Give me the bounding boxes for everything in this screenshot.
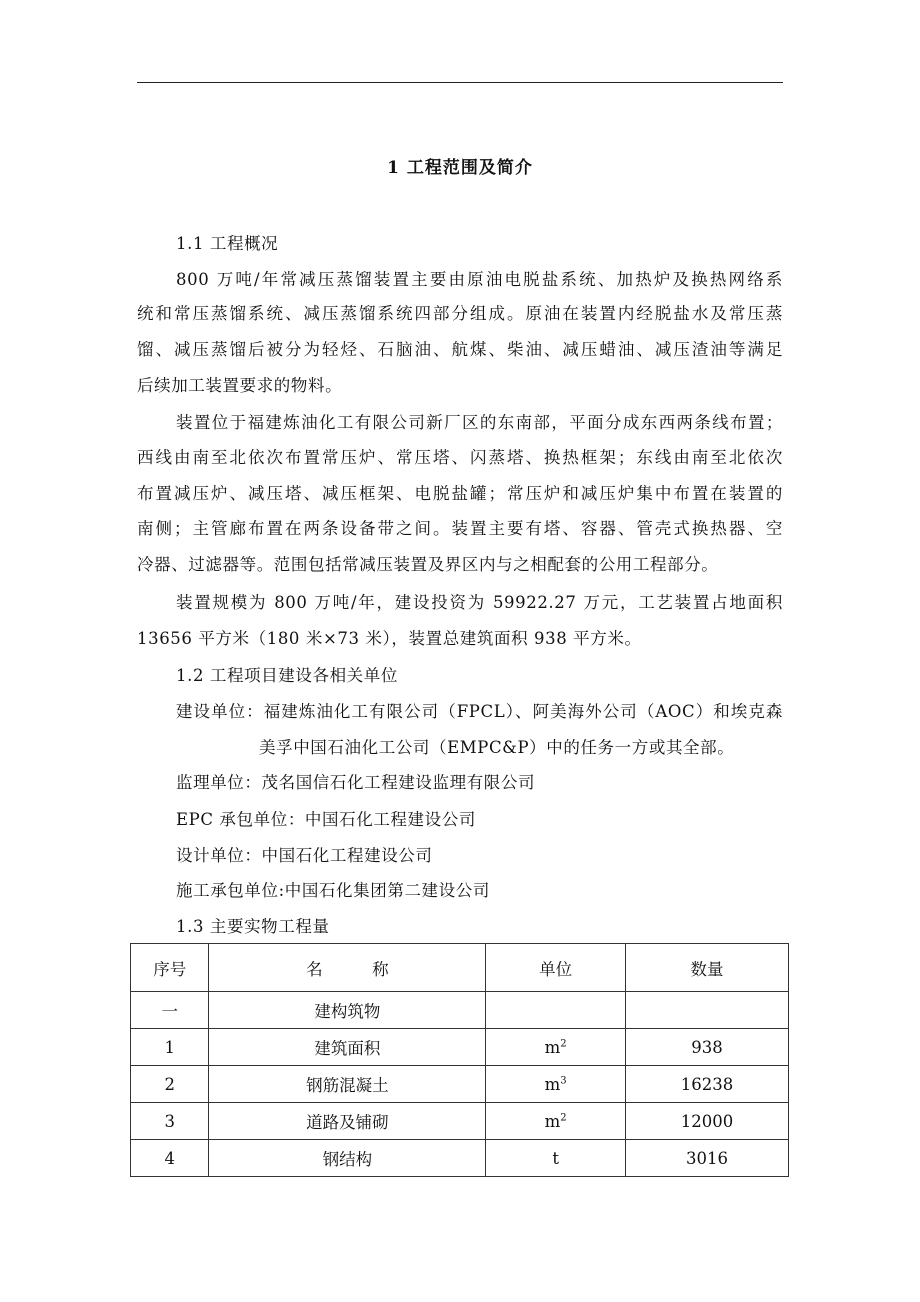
table-row [131, 1103, 789, 1140]
quantity-table [130, 943, 789, 1177]
para3-line2: 13656 平方米（180 米×73 米），装置总建筑面积 938 平方米。 [137, 629, 642, 648]
cell-name: 道路及铺砌 [209, 1103, 486, 1140]
cell-name: 钢结构 [209, 1140, 486, 1177]
table-row [131, 1066, 789, 1103]
cell-qty: 3016 [626, 1140, 789, 1177]
cell-qty: 16238 [626, 1066, 789, 1103]
para2-line1: 装置位于福建炼油化工有限公司新厂区的东南部，平面分成东西两条线布置； [176, 413, 783, 432]
cell-qty: 12000 [626, 1103, 789, 1140]
cell-unit: $m^2$ [486, 1103, 626, 1140]
para2-line4: 南侧；主管廊布置在两条设备带之间。装置主要有塔、容器、管壳式换热器、空 [137, 519, 783, 538]
table-row [131, 992, 789, 1029]
cell-unit: $m^2$ [486, 1029, 626, 1066]
owner-line2: 美孚中国石油化工公司（EMPC&P）中的任务一方或其全部。 [259, 738, 735, 757]
table-header-row [131, 944, 789, 992]
cell-unit: t [486, 1140, 626, 1177]
para2-line2: 西线由南至北依次布置常压炉、常压塔、闪蒸塔、换热框架；东线由南至北依次 [137, 448, 783, 467]
cell-qty [626, 992, 789, 1029]
supervisor-unit: 监理单位：茂名国信石化工程建设监理有限公司 [176, 773, 536, 792]
cell-no: 2 [131, 1066, 209, 1103]
epc-unit: EPC 承包单位：中国石化工程建设公司 [176, 810, 476, 829]
para1-line1: 800 万吨/年常减压蒸馏装置主要由原油电脱盐系统、加热炉及换热网络系 [176, 270, 783, 289]
section-heading-1-2: 1.2 工程项目建设各相关单位 [176, 666, 398, 685]
para1-line3: 馏、减压蒸馏后被分为轻烃、石脑油、航煤、柴油、减压蜡油、减压渣油等满足 [137, 340, 783, 359]
section-heading-1-1: 1.1 工程概况 [176, 234, 279, 253]
cell-unit: $m^3$ [486, 1066, 626, 1103]
cell-name: 建筑面积 [209, 1029, 486, 1066]
header-name: 名 称 [209, 944, 486, 992]
cell-no: 1 [131, 1029, 209, 1066]
cell-no: 一 [131, 992, 209, 1029]
cell-no: 3 [131, 1103, 209, 1140]
section-heading-1-3: 1.3 主要实物工程量 [176, 917, 330, 936]
construction-unit: 施工承包单位:中国石化集团第二建设公司 [176, 881, 490, 900]
cell-qty: 938 [626, 1029, 789, 1066]
cell-name: 钢筋混凝土 [209, 1066, 486, 1103]
header-no: 序号 [131, 944, 209, 992]
para1-line4: 后续加工装置要求的物料。 [137, 376, 343, 395]
para2-line3: 布置减压炉、减压塔、减压框架、电脱盐罐；常压炉和减压炉集中布置在装置的 [137, 484, 783, 503]
cell-unit [486, 992, 626, 1029]
chapter-title: 1 工程范围及简介 [387, 158, 533, 178]
table-row [131, 1029, 789, 1066]
cell-name: 建构筑物 [209, 992, 486, 1029]
table-row [131, 1140, 789, 1177]
para1-line2: 统和常压蒸馏系统、减压蒸馏系统四部分组成。原油在装置内经脱盐水及常压蒸 [137, 304, 783, 323]
design-unit: 设计单位：中国石化工程建设公司 [176, 846, 433, 865]
owner-line1: 建设单位：福建炼油化工有限公司（FPCL）、阿美海外公司（AOC）和埃克森 [176, 702, 783, 721]
para3-line1: 装置规模为 800 万吨/年，建设投资为 59922.27 万元，工艺装置占地面积 [176, 593, 783, 612]
header-qty: 数量 [626, 944, 789, 992]
header-unit: 单位 [486, 944, 626, 992]
cell-no: 4 [131, 1140, 209, 1177]
para2-line5: 冷器、过滤器等。范围包括常减压装置及界区内与之相配套的公用工程部分。 [137, 555, 719, 574]
header-rule [137, 82, 783, 83]
